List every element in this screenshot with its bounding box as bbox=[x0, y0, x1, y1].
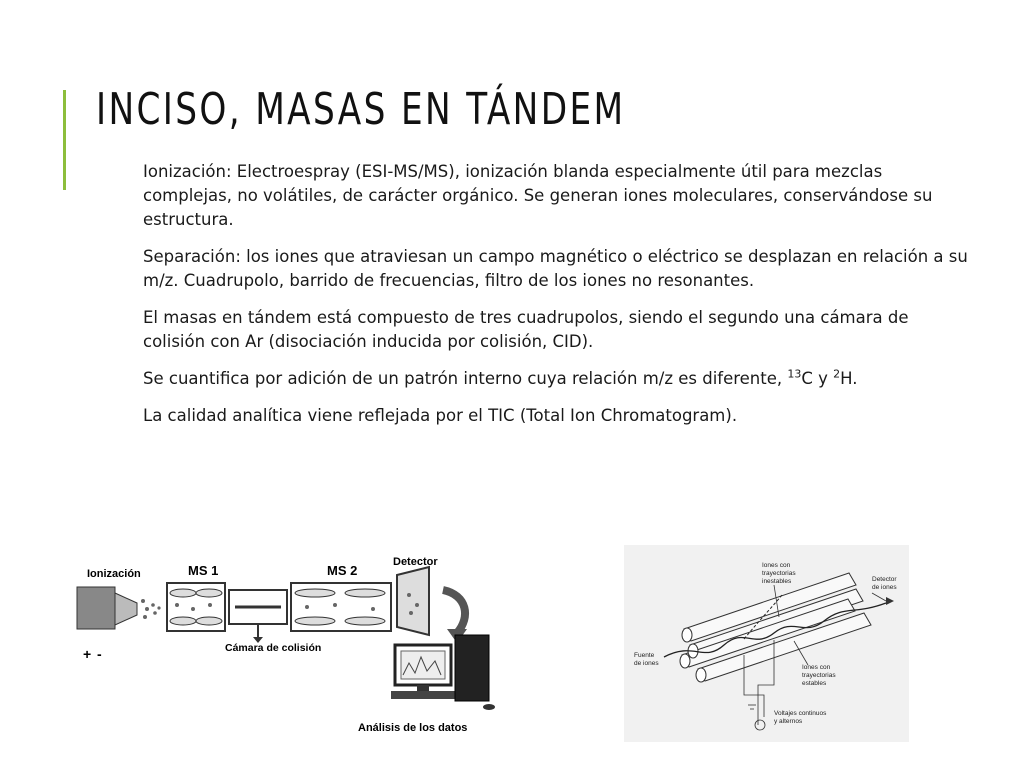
quantify-text-mid: C y bbox=[801, 369, 834, 388]
keyboard bbox=[391, 691, 461, 699]
label-minus: - bbox=[97, 646, 102, 662]
rod-end-1 bbox=[682, 628, 692, 642]
ion-source bbox=[77, 587, 115, 629]
mouse bbox=[483, 704, 495, 710]
detector-box bbox=[397, 567, 429, 635]
flow-arrow bbox=[443, 590, 465, 633]
ion-nozzle bbox=[115, 593, 137, 625]
label-plus: + bbox=[83, 646, 92, 662]
monitor-stand bbox=[417, 685, 429, 691]
paragraph-tandem: El masas en tándem está compuesto de tres cuadrupolos, siendo el segundo una cámara de colisión con Ar (disociación inducida por colisión, CID). bbox=[143, 308, 909, 351]
label-detector-iones: Detector de iones bbox=[872, 576, 897, 591]
label-camara: Cámara de colisión bbox=[225, 642, 322, 654]
label-ms2: MS 2 bbox=[327, 563, 358, 578]
slide-body bbox=[143, 160, 973, 441]
quantify-text-before: Se cuantifica por adición de un patrón interno cuya relación m/z es diferente, bbox=[143, 369, 788, 388]
label-voltajes: Voltajes continuos y alternos bbox=[774, 710, 827, 725]
quadrupole-diagram bbox=[624, 545, 909, 742]
label-ionizacion: Ionización bbox=[87, 568, 141, 580]
accent-bar bbox=[63, 90, 66, 190]
label-analisis: Análisis de los datos bbox=[358, 722, 468, 734]
label-ms1: MS 1 bbox=[188, 563, 219, 578]
quantify-text-after: H. bbox=[840, 369, 858, 388]
ion-spray bbox=[141, 599, 161, 619]
label-iones-inestables: Iones con trayectorias inestables bbox=[762, 562, 796, 585]
rod-end-4 bbox=[696, 668, 706, 682]
isotope-13-superscript: 13 bbox=[787, 367, 802, 381]
label-detector: Detector bbox=[393, 556, 438, 568]
paragraph-quantify bbox=[143, 367, 973, 391]
rod-end-3 bbox=[680, 654, 690, 668]
isotope-2-superscript: 2 bbox=[833, 367, 841, 381]
tandem-ms-diagram bbox=[75, 545, 525, 740]
computer-tower bbox=[455, 635, 489, 701]
paragraph-ionization: Ionización: Electroespray (ESI-MS/MS), ionización blanda especialmente útil para mezclas complejas, no volátiles, de carácter orgánico. Se generan iones moleculares, conservándose su estructura. bbox=[143, 162, 933, 229]
ms2-ions bbox=[305, 603, 375, 611]
ms1-rods bbox=[170, 589, 222, 625]
slide-title: INCISO, MASAS EN TÁNDEM bbox=[96, 84, 626, 135]
ms1-ions bbox=[175, 603, 212, 611]
paragraph-separation: Separación: los iones que atraviesan un campo magnético o eléctrico se desplazan en relación a su m/z. Cuadrupolo, barrido de frecuencias, filtro de los iones no resonantes. bbox=[143, 247, 968, 290]
label-fuente-iones: Fuente de iones bbox=[634, 652, 659, 667]
label-iones-estables: Iones con trayectorias estables bbox=[802, 664, 836, 687]
paragraph-tic: La calidad analítica viene reflejada por el TIC (Total Ion Chromatogram). bbox=[143, 406, 738, 425]
